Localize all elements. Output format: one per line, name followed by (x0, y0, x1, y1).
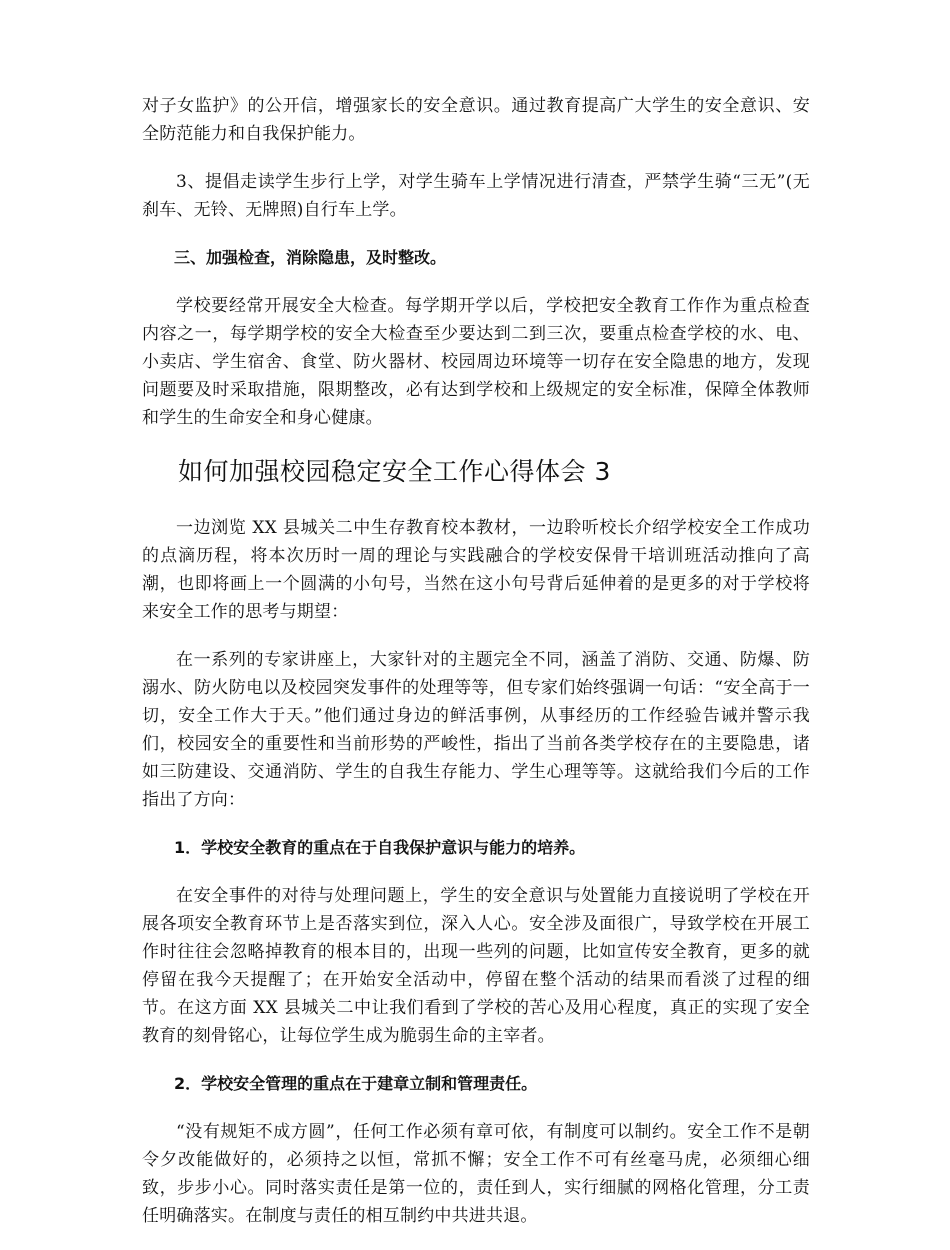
paragraph-guardian-letter: 对子女监护》的公开信，增强家长的安全意识。通过教育提高广大学生的安全意识、安全防范能力和自我保护能力。 (142, 96, 810, 144)
section-heading-inspection: 三、加强检查，消除隐患，及时整改。 (174, 248, 447, 267)
point-heading-1: 1．学校安全教育的重点在于自我保护意识与能力的培养。 (174, 838, 586, 857)
paragraph-rules-responsibility: “没有规矩不成方圆”，任何工作必须有章可依，有制度可以制约。安全工作不是朝令夕改能做好的，必须持之以恒，常抓不懈；安全工作不可有丝毫马虎，必须细心细致，步步小心。同时落实责任是第一位的，责任到人，实行细腻的网格化管理，分工责任明确落实。在制度与责任的相互制约中共进共退。 (142, 1122, 810, 1226)
paragraph-self-protection: 在安全事件的对待与处理问题上，学生的安全意识与处置能力直接说明了学校在开展各项安全教育环节上是否落实到位，深入人心。安全涉及面很广，导致学校在开展工作时往往会忽略掉教育的根本目的，出现一些列的问题，比如宣传安全教育，更多的就停留在我今天提醒了；在开始安全活动中，停留在整个活动的结果而看淡了过程的细节。在这方面 XX 县城关二中让我们看到了学校的苦心及用心程度，真正的实现了安全教育的刻骨铭心，让每位学生成为脆弱生命的主宰者。 (142, 886, 810, 1046)
paragraph-intro-training: 一边浏览 XX 县城关二中生存教育校本教材，一边聆听校长介绍学校安全工作成功的点滴历程，将本次历时一周的理论与实践融合的学校安保骨干培训班活动推向了高潮，也即将画上一个圆满的小句号，当然在这小句号背后延伸着的是更多的对于学校将来安全工作的思考与期望： (142, 518, 810, 622)
document-page (142, 92, 810, 1250)
point-heading-2: 2．学校安全管理的重点在于建章立制和管理责任。 (174, 1074, 538, 1093)
article-title-3: 如何加强校园稳定安全工作心得体会 3 (178, 457, 611, 486)
paragraph-safety-inspection: 学校要经常开展安全大检查。每学期开学以后，学校把安全教育工作作为重点检查内容之一，每学期学校的安全大检查至少要达到二到三次，要重点检查学校的水、电、小卖店、学生宿舍、食堂、防火器材、校园周边环境等一切存在安全隐患的地方，发现问题要及时采取措施，限期整改，必有达到学校和上级规定的安全标准，保障全体教师和学生的生命安全和身心健康。 (142, 296, 810, 428)
paragraph-walk-to-school: 3、提倡走读学生步行上学，对学生骑车上学情况进行清查，严禁学生骑“三无”(无刹车、无铃、无牌照)自行车上学。 (142, 172, 810, 220)
paragraph-expert-lectures: 在一系列的专家讲座上，大家针对的主题完全不同，涵盖了消防、交通、防爆、防溺水、防火防电以及校园突发事件的处理等等，但专家们始终强调一句话：“安全高于一切，安全工作大于天。”他们通过身边的鲜活事例，从事经历的工作经验告诫并警示我们，校园安全的重要性和当前形势的严峻性，指出了当前各类学校存在的主要隐患，诸如三防建设、交通消防、学生的自我生存能力、学生心理等等。这就给我们今后的工作指出了方向： (142, 650, 810, 810)
